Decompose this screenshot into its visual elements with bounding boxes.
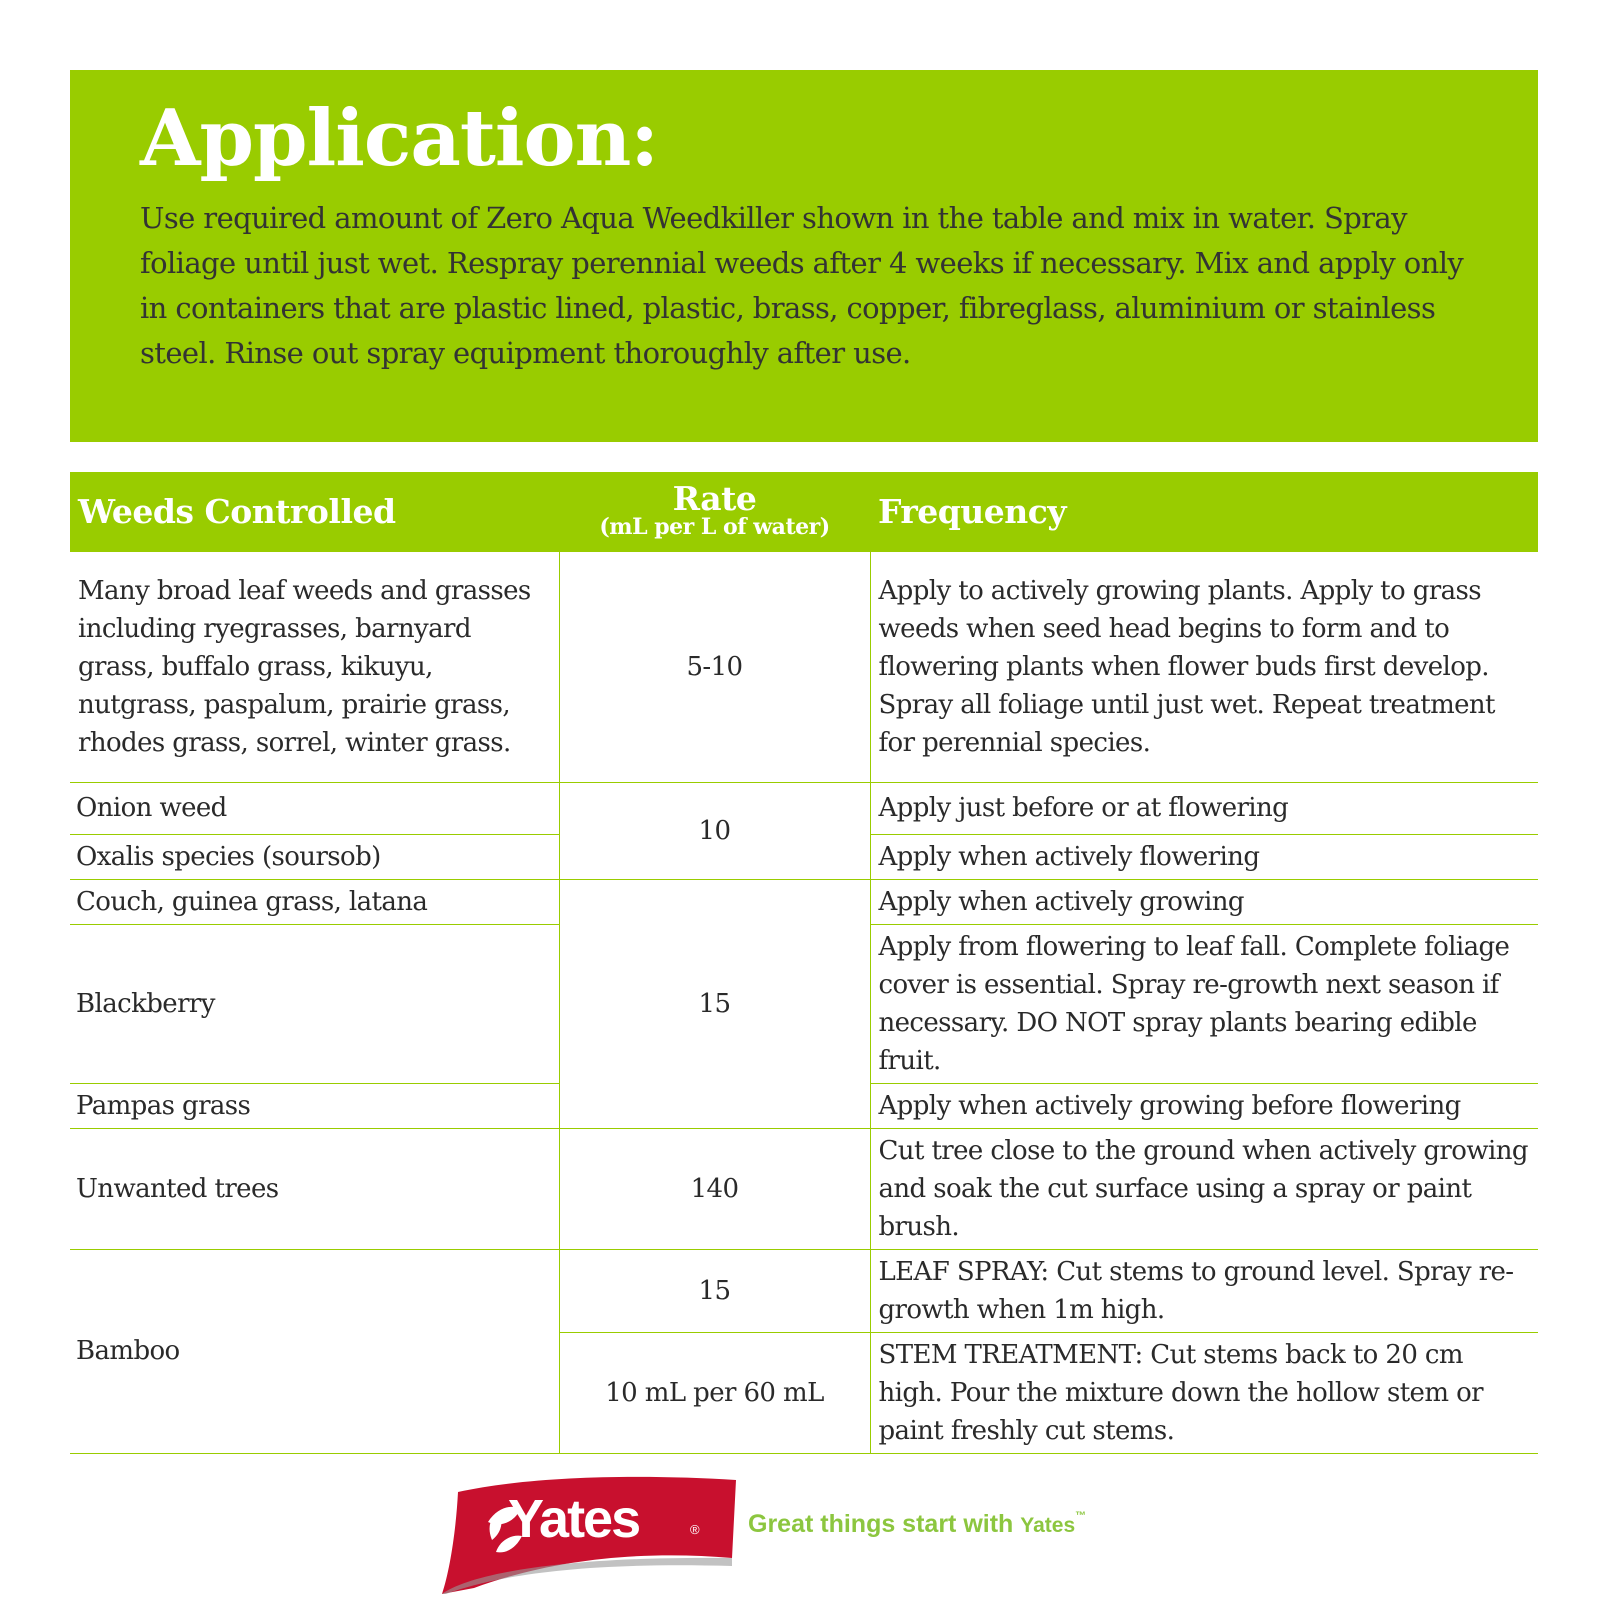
- frequency-cell: Apply from flowering to leaf fall. Complete foliage cover is essential. Spray re-growth next season if necessary. DO NOT spray plants bearing edible fruit.: [870, 924, 1538, 1083]
- weeds-table: [70, 472, 1538, 1454]
- frequency-cell: STEM TREATMENT: Cut stems back to 20 cm high. Pour the mixture down the hollow stem or paint freshly cut stems.: [870, 1332, 1538, 1453]
- rate-cell: 10 mL per 60 mL: [559, 1332, 870, 1453]
- table-row: [70, 782, 1538, 834]
- frequency-cell: Apply when actively growing before flowering: [870, 1083, 1538, 1128]
- header-rate-unit: (mL per L of water): [599, 514, 830, 540]
- trademark-mark: ™: [1075, 1510, 1087, 1522]
- frequency-cell: Apply when actively flowering: [870, 834, 1538, 879]
- weeds-cell: Unwanted trees: [70, 1128, 559, 1249]
- logo-wordmark: Yates: [508, 1489, 640, 1549]
- weeds-cell: Many broad leaf weeds and grasses including ryegrasses, barnyard grass, buffalo grass, kikuyu, nutgrass, paspalum, prairie grass, rhodes grass, sorrel, winter grass.: [70, 552, 559, 782]
- application-panel: [70, 70, 1538, 442]
- header-weeds-controlled: Weeds Controlled: [70, 472, 559, 552]
- rate-cell: 10: [559, 782, 870, 879]
- table-row: [70, 552, 1538, 782]
- weeds-cell: Pampas grass: [70, 1083, 559, 1128]
- footer: [0, 1470, 1600, 1600]
- application-instructions: Use required amount of Zero Aqua Weedkiller shown in the table and mix in water. Spray foliage until just wet. Respray perennial weeds after 4 weeks if necessary. Mix and apply only in containers that are plastic lined, plastic, brass, copper, fibreglass, aluminium or stainless steel. Rinse out spray equipment thoroughly after use.: [140, 201, 1464, 370]
- tagline-brand: Yates: [1020, 1514, 1076, 1537]
- header-rate-label: Rate: [672, 479, 757, 518]
- rate-cell: 15: [559, 879, 870, 1128]
- header-frequency: Frequency: [870, 472, 1538, 552]
- rate-cell: 5-10: [559, 552, 870, 782]
- table-header-row: [70, 472, 1538, 552]
- weeds-cell: Bamboo: [70, 1249, 559, 1453]
- weeds-cell: Couch, guinea grass, latana: [70, 879, 559, 924]
- header-rate: [559, 472, 870, 552]
- table-row: [70, 879, 1538, 924]
- frequency-cell: Apply when actively growing: [870, 879, 1538, 924]
- frequency-cell: Apply to actively growing plants. Apply to grass weeds when seed head begins to form and to flowering plants when flower buds first develop. Spray all foliage until just wet. Repeat treatment for perennial species.: [870, 552, 1538, 782]
- rate-cell: 140: [559, 1128, 870, 1249]
- rate-cell: 15: [559, 1249, 870, 1332]
- tagline: [748, 1510, 1086, 1539]
- table-row: [70, 1128, 1538, 1249]
- weeds-cell: Blackberry: [70, 924, 559, 1083]
- application-title: Application:: [140, 93, 659, 184]
- table-row: [70, 1249, 1538, 1332]
- frequency-cell: Apply just before or at flowering: [870, 782, 1538, 834]
- weeds-cell: Onion weed: [70, 782, 559, 834]
- tagline-text: Great things start with: [748, 1510, 1014, 1538]
- registered-mark: ®: [690, 1522, 700, 1537]
- weeds-cell: Oxalis species (soursob): [70, 834, 559, 879]
- frequency-cell: LEAF SPRAY: Cut stems to ground level. Spray re-growth when 1m high.: [870, 1249, 1538, 1332]
- frequency-cell: Cut tree close to the ground when actively growing and soak the cut surface using a spray or paint brush.: [870, 1128, 1538, 1249]
